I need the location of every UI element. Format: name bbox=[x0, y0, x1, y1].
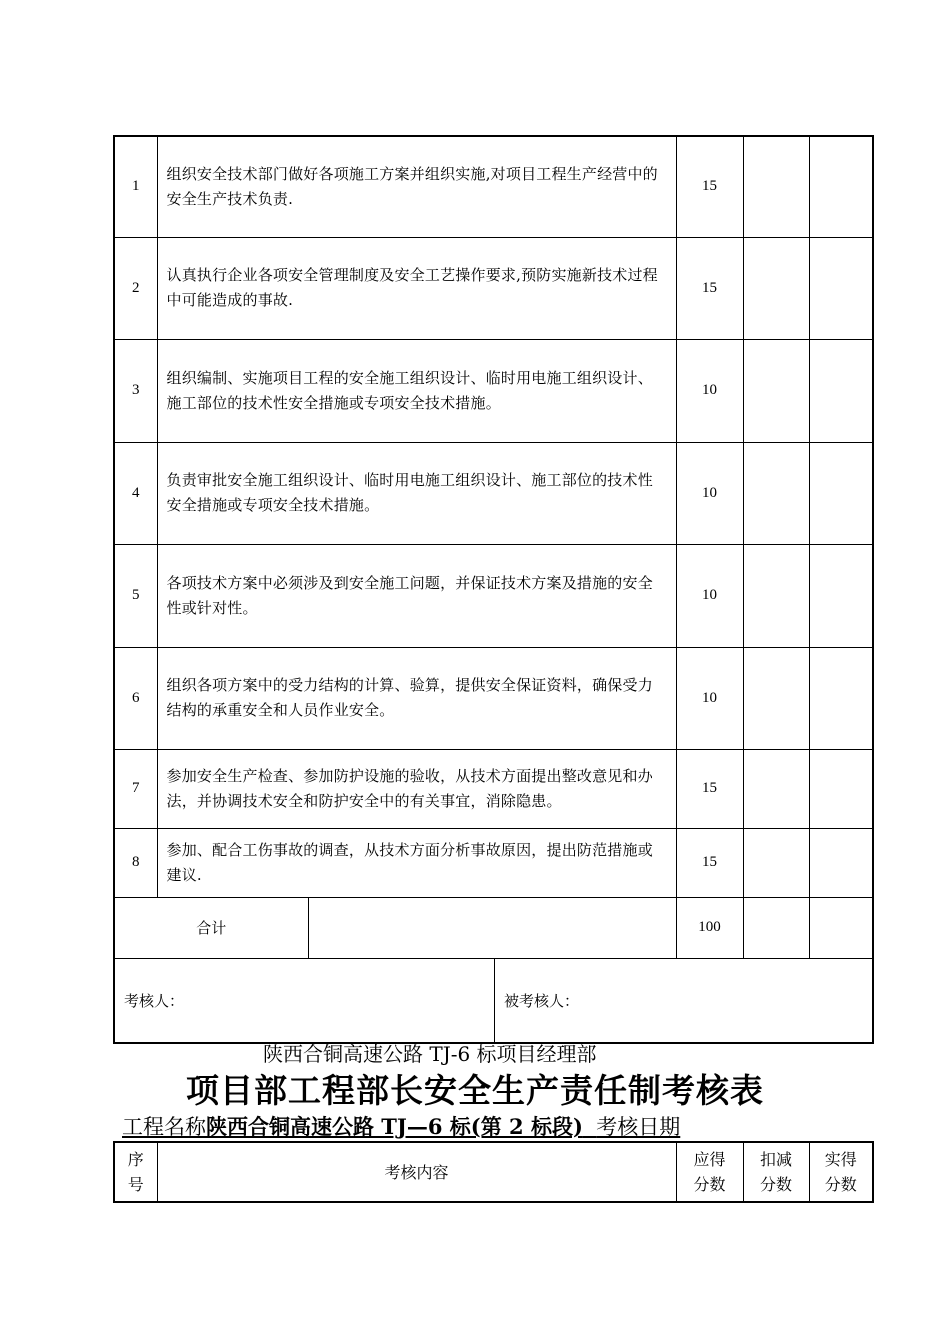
row-content: 参加安全生产检查、参加防护设施的验收，从技术方面提出整改意见和办法，并协调技术安全和防护安全中的有关事宜，消除隐患。 bbox=[157, 749, 676, 828]
row-due-score: 15 bbox=[676, 828, 743, 897]
row-content: 认真执行企业各项安全管理制度及安全工艺操作要求,预防实施新技术过程中可能造成的事故. bbox=[157, 237, 676, 339]
row-content: 各项技术方案中必须涉及到安全施工问题，并保证技术方案及措施的安全性或针对性。 bbox=[157, 544, 676, 647]
table-row bbox=[114, 442, 873, 544]
row-number: 1 bbox=[114, 136, 157, 237]
total-deduct-cell bbox=[743, 897, 809, 958]
header-due-line1: 应得 bbox=[693, 1150, 726, 1169]
header-actual bbox=[809, 1142, 873, 1202]
examinee-label: 被考核人： bbox=[504, 991, 580, 1010]
row-deduct-cell bbox=[743, 339, 809, 442]
header-actual-line1: 实得 bbox=[824, 1150, 857, 1169]
row-actual-cell bbox=[809, 647, 873, 749]
row-number: 5 bbox=[114, 544, 157, 647]
total-row bbox=[114, 897, 873, 958]
header-due bbox=[676, 1142, 743, 1202]
project-spacer bbox=[583, 1115, 596, 1139]
row-due-score: 10 bbox=[676, 647, 743, 749]
signature-cell bbox=[114, 958, 873, 1043]
row-deduct-cell bbox=[743, 647, 809, 749]
project-name: 陕西合铜高速公路 TJ—6 标(第 2 标段) bbox=[206, 1114, 583, 1139]
row-due-score: 15 bbox=[676, 749, 743, 828]
assessment-date-label: 考核日期 bbox=[596, 1115, 681, 1139]
row-number: 8 bbox=[114, 828, 157, 897]
row-actual-cell bbox=[809, 749, 873, 828]
header-no bbox=[114, 1142, 157, 1202]
total-label: 合计 bbox=[114, 897, 308, 958]
total-blank-cell bbox=[308, 897, 676, 958]
row-deduct-cell bbox=[743, 749, 809, 828]
row-content: 组织编制、实施项目工程的安全施工组织设计、临时用电施工组织设计、施工部位的技术性安全措施或专项安全技术措施。 bbox=[157, 339, 676, 442]
row-actual-cell bbox=[809, 544, 873, 647]
row-actual-cell bbox=[809, 828, 873, 897]
header-content: 考核内容 bbox=[157, 1142, 676, 1202]
row-number: 6 bbox=[114, 647, 157, 749]
total-score: 100 bbox=[676, 897, 743, 958]
table-row bbox=[114, 828, 873, 897]
row-due-score: 15 bbox=[676, 136, 743, 237]
table-row bbox=[114, 136, 873, 237]
row-actual-cell bbox=[809, 237, 873, 339]
table-row bbox=[114, 647, 873, 749]
project-label: 工程名称 bbox=[122, 1115, 206, 1139]
row-number: 7 bbox=[114, 749, 157, 828]
header-actual-line2: 分数 bbox=[824, 1175, 857, 1194]
total-actual-cell bbox=[809, 897, 873, 958]
department-name: 陕西合铜高速公路 TJ-6 标项目经理部 bbox=[263, 1042, 597, 1066]
row-due-score: 10 bbox=[676, 339, 743, 442]
page-title: 项目部工程部长安全生产责任制考核表 bbox=[186, 1071, 764, 1110]
row-actual-cell bbox=[809, 442, 873, 544]
row-number: 4 bbox=[114, 442, 157, 544]
row-deduct-cell bbox=[743, 136, 809, 237]
table-row bbox=[114, 544, 873, 647]
examiner-label: 考核人： bbox=[115, 959, 495, 1042]
row-actual-cell bbox=[809, 136, 873, 237]
header-deduct bbox=[743, 1142, 809, 1202]
row-content: 参加、配合工伤事故的调查，从技术方面分析事故原因，提出防范措施或建议. bbox=[157, 828, 676, 897]
row-content: 负责审批安全施工组织设计、临时用电施工组织设计、施工部位的技术性安全措施或专项安全技术措施。 bbox=[157, 442, 676, 544]
row-content: 组织各项方案中的受力结构的计算、验算，提供安全保证资料，确保受力结构的承重安全和人员作业安全。 bbox=[157, 647, 676, 749]
header-deduct-line2: 分数 bbox=[759, 1175, 792, 1194]
header-due-line2: 分数 bbox=[693, 1175, 726, 1194]
row-content: 组织安全技术部门做好各项施工方案并组织实施,对项目工程生产经营中的安全生产技术负责. bbox=[157, 136, 676, 237]
table-row bbox=[114, 339, 873, 442]
row-due-score: 10 bbox=[676, 544, 743, 647]
header-no-line2: 号 bbox=[127, 1175, 144, 1194]
header-table bbox=[113, 1141, 874, 1203]
row-deduct-cell bbox=[743, 442, 809, 544]
row-actual-cell bbox=[809, 339, 873, 442]
header-no-line1: 序 bbox=[127, 1150, 144, 1169]
row-due-score: 10 bbox=[676, 442, 743, 544]
row-number: 3 bbox=[114, 339, 157, 442]
assessment-table bbox=[113, 135, 874, 1044]
project-info-line bbox=[122, 1113, 680, 1141]
row-deduct-cell bbox=[743, 237, 809, 339]
row-number: 2 bbox=[114, 237, 157, 339]
header-deduct-line1: 扣减 bbox=[759, 1150, 792, 1169]
row-deduct-cell bbox=[743, 828, 809, 897]
row-due-score: 15 bbox=[676, 237, 743, 339]
header-row bbox=[114, 1142, 873, 1202]
signature-row bbox=[114, 958, 873, 1043]
table-row bbox=[114, 749, 873, 828]
table-row bbox=[114, 237, 873, 339]
row-deduct-cell bbox=[743, 544, 809, 647]
